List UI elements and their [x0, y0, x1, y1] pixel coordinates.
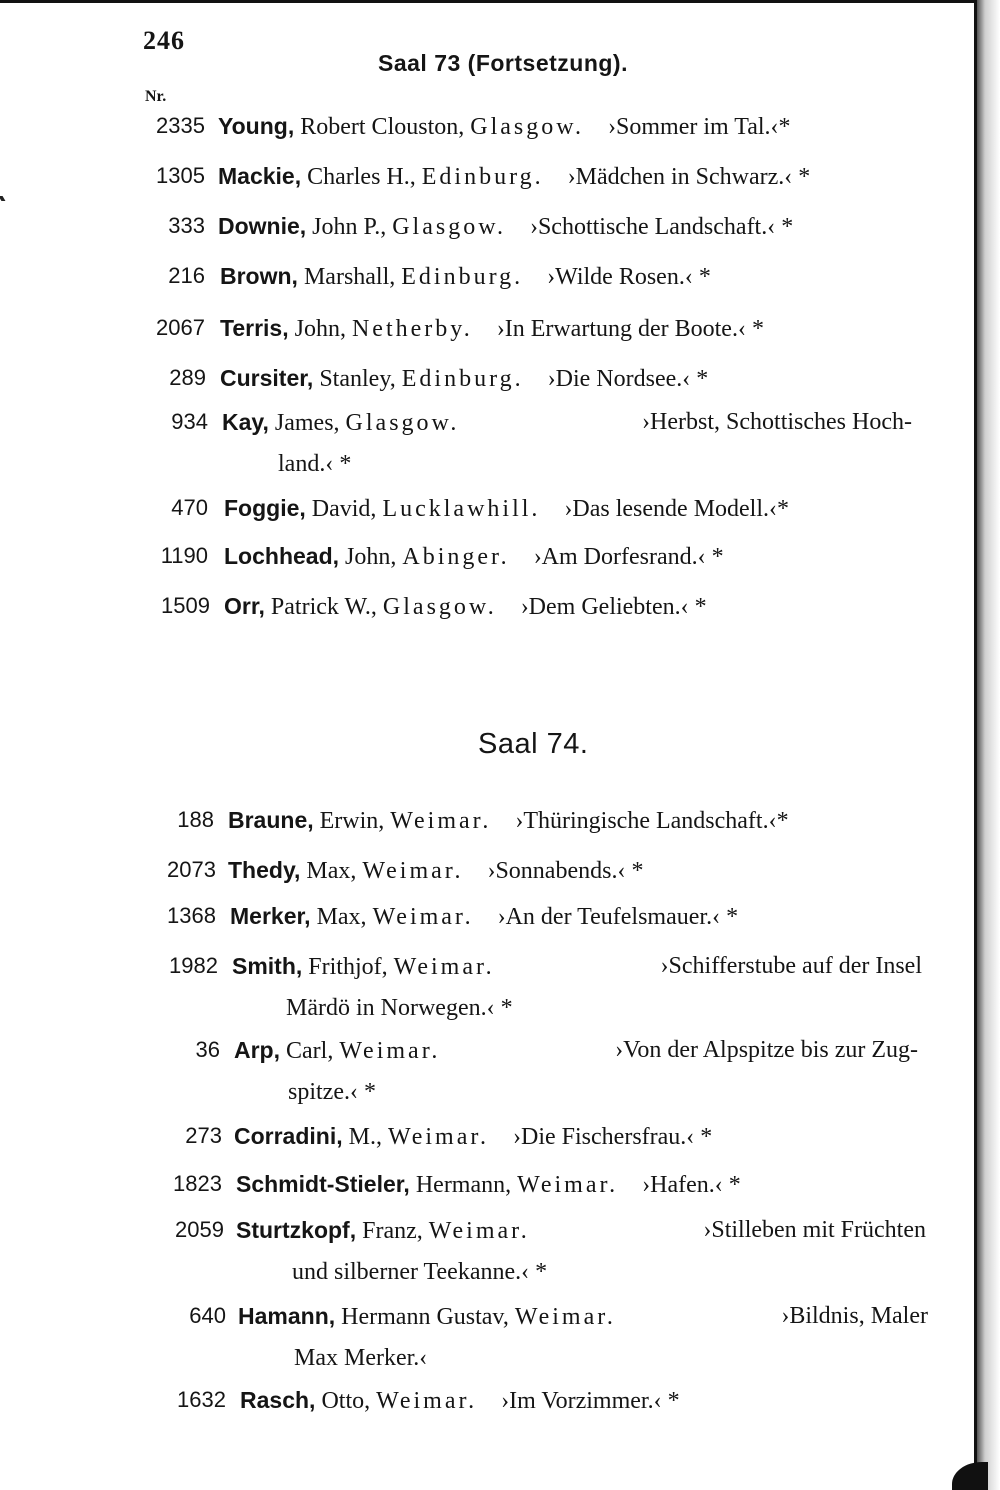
artwork-title: ›Dem Geliebten.‹ * — [520, 594, 707, 620]
artist-place: Weimar. — [387, 1124, 490, 1150]
entry-number: 1823 — [173, 1171, 222, 1196]
entry-line — [220, 256, 840, 297]
artist-surname: Arp, — [234, 1037, 280, 1063]
entry-number: 333 — [168, 213, 205, 238]
artist-given-name: Frithjof, — [302, 954, 388, 980]
artwork-title-continued: und silberner Teekanne.‹ * — [292, 1259, 548, 1285]
entry-line — [230, 896, 890, 937]
artist-surname: Kay, — [222, 409, 269, 435]
artist-block — [238, 1296, 616, 1337]
artwork-title-continued: Märdö in Norwegen.‹ * — [286, 995, 513, 1021]
artwork-title: ›Wilde Rosen.‹ * — [547, 264, 711, 290]
artwork-title: ›Von der Alpspitze bis zur Zug- — [615, 1037, 918, 1063]
entry-line — [224, 488, 914, 529]
artwork-title: ›Im Vorzimmer.‹ * — [501, 1388, 680, 1414]
entry-number: 1305 — [156, 163, 205, 188]
artwork-title: ›In Erwartung der Boote.‹ * — [496, 316, 764, 342]
entry-number: 1509 — [161, 593, 210, 618]
artist-place: Weimar. — [517, 1172, 619, 1198]
artist-place: Edinburg. — [401, 264, 524, 290]
artist-place: Weimar. — [514, 1304, 616, 1330]
artist-given-name: Robert Clouston, — [294, 114, 465, 140]
artwork-title: ›An der Teufelsmauer.‹ * — [497, 904, 739, 930]
artist-place: Lucklawhill. — [382, 496, 541, 522]
artist-place: Weimar. — [428, 1218, 530, 1244]
artist-place: Edinburg. — [421, 164, 544, 190]
artist-surname: Orr, — [224, 593, 265, 619]
entry-line — [224, 536, 854, 577]
entry-line — [222, 402, 912, 443]
section-heading-saal-74: Saal 74. — [478, 728, 589, 760]
artist-surname: Foggie, — [224, 495, 306, 521]
entry-line — [234, 1116, 844, 1157]
artwork-title: ›Schottische Landschaft.‹ * — [529, 214, 794, 240]
artist-surname: Lochhead, — [224, 543, 340, 569]
artist-place: Edinburg. — [401, 366, 524, 392]
artist-given-name: Carl, — [280, 1038, 334, 1064]
artist-surname: Corradini, — [234, 1123, 343, 1149]
artist-surname: Sturtzkopf, — [236, 1217, 357, 1243]
entry-line — [220, 308, 910, 349]
artist-given-name: Charles H., — [301, 164, 416, 190]
page-corner-shadow — [952, 1462, 988, 1490]
artwork-title-continued: Max Merker.‹ — [294, 1345, 428, 1371]
artist-surname: Brown, — [220, 263, 298, 289]
artwork-title: ›Schifferstube auf der Insel — [660, 953, 922, 979]
artist-given-name: M., — [342, 1124, 382, 1150]
entry-line — [218, 156, 908, 197]
entry-number: 216 — [168, 263, 205, 288]
artist-given-name: John, — [339, 544, 397, 570]
artist-given-name: Erwin, — [313, 808, 385, 834]
artwork-title: ›Stilleben mit Früchten — [703, 1217, 926, 1243]
artist-surname: Thedy, — [228, 857, 301, 883]
artwork-title: ›Bildnis, Maler — [781, 1303, 928, 1329]
artist-given-name: Franz, — [356, 1218, 423, 1244]
artist-block — [222, 402, 459, 443]
artist-place: Weimar. — [393, 954, 495, 980]
artist-surname: Terris, — [220, 315, 289, 341]
entry-line — [218, 206, 908, 247]
artist-surname: Young, — [218, 113, 295, 139]
artist-surname: Braune, — [228, 807, 314, 833]
artist-block — [236, 1210, 530, 1251]
artist-place: Weimar. — [376, 1388, 478, 1414]
artwork-title: ›Am Dorfesrand.‹ * — [533, 544, 724, 570]
entry-number: 289 — [169, 365, 206, 390]
artist-place: Abinger. — [402, 544, 510, 570]
artist-place: Weimar. — [372, 904, 474, 930]
entry-number: 1368 — [167, 903, 216, 928]
entry-line — [228, 850, 768, 891]
entry-number: 2335 — [156, 113, 205, 138]
entry-number: 36 — [195, 1037, 220, 1062]
entry-number: 2059 — [175, 1217, 224, 1242]
entry-number: 1190 — [160, 543, 208, 568]
artist-place: Glasgow. — [382, 594, 497, 620]
entry-number: 1982 — [169, 953, 218, 978]
print-speck — [0, 196, 5, 201]
artist-given-name: Max, — [300, 858, 357, 884]
artist-place: Glasgow. — [392, 214, 506, 240]
entry-line — [236, 1210, 926, 1251]
entry-line — [238, 1296, 928, 1337]
artist-place: Weimar. — [339, 1038, 441, 1064]
entry-line — [224, 586, 864, 627]
entry-line — [228, 800, 918, 841]
artist-given-name: John P., — [306, 214, 387, 240]
artist-place: Glasgow. — [345, 410, 460, 436]
artwork-title: ›Hafen.‹ * — [642, 1172, 741, 1198]
artist-given-name: Marshall, — [297, 264, 396, 290]
entry-number: 273 — [185, 1123, 222, 1148]
artwork-title: ›Herbst, Schottisches Hoch- — [642, 409, 912, 435]
artist-place: Weimar. — [390, 808, 492, 834]
artist-block — [232, 946, 495, 987]
entry-number: 470 — [171, 495, 208, 520]
artist-given-name: Max, — [310, 904, 367, 930]
top-rule — [0, 0, 985, 3]
running-head: Saal 73 (Fortsetzung). — [378, 50, 628, 76]
artist-given-name: Hermann Gustav, — [335, 1304, 509, 1330]
page-number: 246 — [143, 26, 185, 55]
artist-given-name: Otto, — [315, 1388, 371, 1414]
entry-line — [220, 358, 850, 399]
entry-line — [234, 1030, 918, 1071]
entry-number: 640 — [189, 1303, 226, 1328]
artist-surname: Cursiter, — [220, 365, 314, 391]
entry-number: 2067 — [156, 315, 205, 340]
artwork-title: ›Sommer im Tal.‹* — [608, 114, 791, 140]
entry-number: 934 — [171, 409, 208, 434]
artist-surname: Rasch, — [240, 1387, 316, 1413]
artist-given-name: Stanley, — [313, 366, 396, 392]
artwork-title: ›Sonnabends.‹ * — [487, 858, 644, 884]
artist-surname: Mackie, — [218, 163, 302, 189]
artist-place: Weimar. — [362, 858, 464, 884]
entry-line — [240, 1380, 820, 1421]
artist-surname: Downie, — [218, 213, 307, 239]
entry-line — [236, 1164, 876, 1205]
artwork-title: ›Die Nordsee.‹ * — [547, 366, 709, 392]
artist-place: Glasgow. — [470, 114, 585, 140]
entry-number: 1632 — [177, 1387, 226, 1412]
artist-surname: Hamann, — [238, 1303, 336, 1329]
artwork-title: ›Thüringische Landschaft.‹* — [515, 808, 789, 834]
artist-given-name: Patrick W., — [264, 594, 377, 620]
entry-line — [232, 946, 922, 987]
artwork-title: ›Die Fischersfrau.‹ * — [513, 1124, 713, 1150]
artist-surname: Smith, — [232, 953, 303, 979]
nr-column-label: Nr. — [145, 88, 167, 105]
entry-number: 2073 — [167, 857, 216, 882]
artist-given-name: David, — [305, 496, 377, 522]
entry-number: 188 — [177, 807, 214, 832]
artwork-title-continued: land.‹ * — [278, 451, 352, 477]
artist-block — [234, 1030, 440, 1071]
artwork-title: ›Das lesende Modell.‹* — [564, 496, 790, 522]
entry-line — [218, 106, 908, 147]
artist-given-name: James, — [268, 410, 340, 436]
artist-surname: Schmidt-Stieler, — [236, 1171, 410, 1197]
page-edge-shadow — [977, 0, 1000, 1490]
artist-place: Netherby. — [351, 316, 473, 342]
artist-given-name: John, — [288, 316, 346, 342]
artist-given-name: Hermann, — [409, 1172, 512, 1198]
artwork-title-continued: spitze.‹ * — [288, 1079, 376, 1105]
artwork-title: ›Mädchen in Schwarz.‹ * — [567, 164, 811, 190]
artist-surname: Merker, — [230, 903, 311, 929]
